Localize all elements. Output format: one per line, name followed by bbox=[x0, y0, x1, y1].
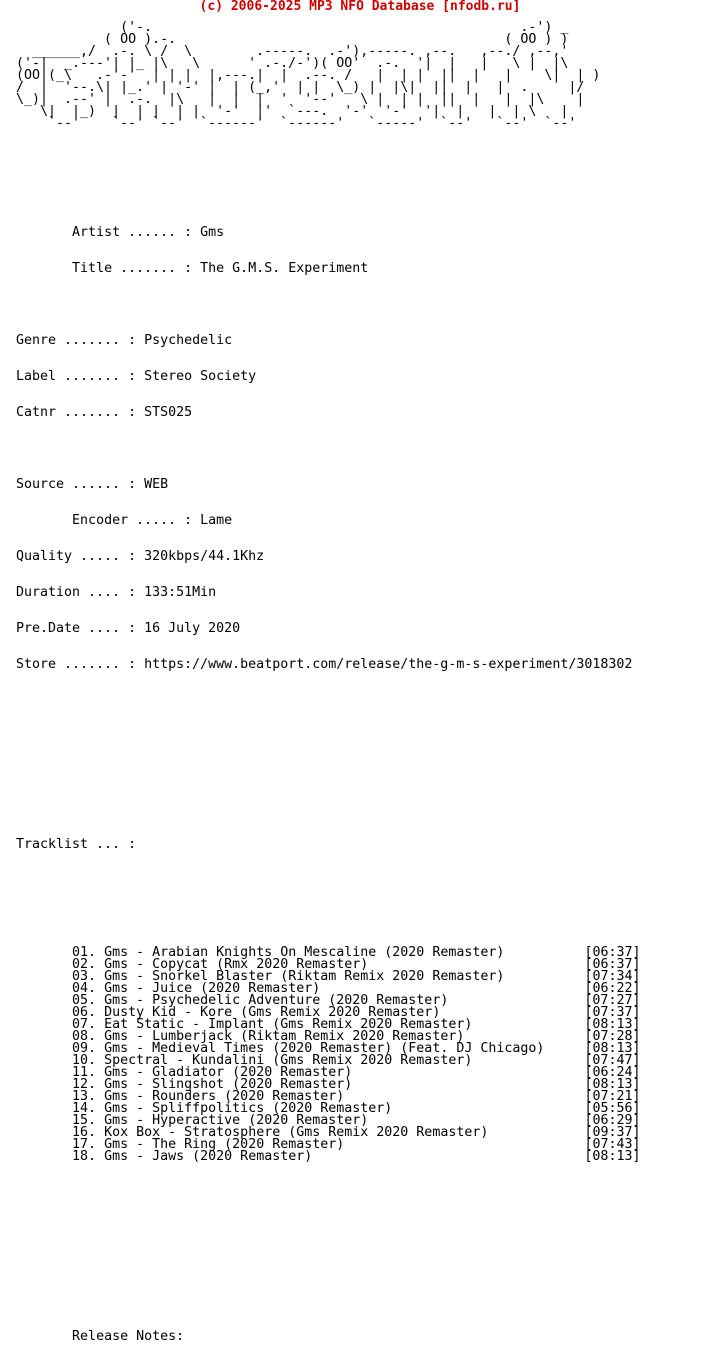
track-title: Gms - Hyperactive (2020 Remaster) bbox=[104, 1113, 369, 1128]
track-title: Gms - Juice (2020 Remaster) bbox=[104, 981, 321, 996]
label-label: Label ....... : bbox=[16, 369, 137, 384]
predate-value: 16 July 2020 bbox=[144, 621, 241, 636]
track-title: Gms - Slingshot (2020 Remaster) bbox=[104, 1077, 353, 1092]
track-number: 14. bbox=[72, 1101, 97, 1116]
artist-value: Gms bbox=[200, 225, 225, 240]
track-number: 11. bbox=[72, 1065, 97, 1080]
artist-line bbox=[16, 227, 640, 239]
blank-line bbox=[16, 191, 640, 203]
track-duration: [07:47] bbox=[584, 1053, 641, 1068]
track-duration: [08:13] bbox=[584, 1077, 641, 1092]
track-title: Eat Static - Implant (Gms Remix 2020 Remaster) bbox=[104, 1017, 473, 1032]
duration-value: 133:51Min bbox=[144, 585, 217, 600]
track-duration: [08:13] bbox=[584, 1149, 641, 1164]
track-title: Gms - Spliffpolitics (2020 Remaster) bbox=[104, 1101, 393, 1116]
track-title: Spectral - Kundalini (Gms Remix 2020 Remaster) bbox=[104, 1053, 473, 1068]
encoder-value: Lame bbox=[200, 513, 233, 528]
track-number: 05. bbox=[72, 993, 97, 1008]
track-number: 15. bbox=[72, 1113, 97, 1128]
blank-line bbox=[16, 695, 640, 707]
store-label: Store ....... : bbox=[16, 657, 137, 672]
encoder-label: Encoder ..... : bbox=[72, 513, 193, 528]
track-duration: [06:37] bbox=[584, 945, 641, 960]
track-duration: [07:21] bbox=[584, 1089, 641, 1104]
blank-line bbox=[16, 767, 640, 779]
label-line bbox=[16, 371, 640, 383]
track-title: Gms - Arabian Knights On Mescaline (2020 Remaster) bbox=[104, 945, 505, 960]
logo-line: ('-| _.---'| |_ |\ \ ' .-./-')( OO' .-. '| | | \ | |\ bbox=[16, 56, 569, 71]
blank-line bbox=[16, 911, 640, 923]
quality-label: Quality ..... : bbox=[16, 549, 137, 564]
track-duration: [06:22] bbox=[584, 981, 641, 996]
predate-line bbox=[16, 623, 640, 635]
track-list bbox=[16, 947, 640, 1163]
track-number: 06. bbox=[72, 1005, 97, 1020]
track-number: 13. bbox=[72, 1089, 97, 1104]
logo-line: ('-. .-') _ bbox=[16, 20, 569, 35]
track-number: 03. bbox=[72, 969, 97, 984]
label-value: Stereo Society bbox=[144, 369, 257, 384]
release-notes-heading bbox=[16, 1331, 640, 1343]
predate-label: Pre.Date .... : bbox=[16, 621, 137, 636]
track-number: 07. bbox=[72, 1017, 97, 1032]
track-duration: [08:13] bbox=[584, 1017, 641, 1032]
track-duration: [06:37] bbox=[584, 957, 641, 972]
genre-line bbox=[16, 335, 640, 347]
blank-line bbox=[16, 299, 640, 311]
track-title: Gms - Jaws (2020 Remaster) bbox=[104, 1149, 313, 1164]
blank-line bbox=[16, 731, 640, 743]
track-number: 09. bbox=[72, 1041, 97, 1056]
track-title: Gms - Psychedelic Adventure (2020 Remaster) bbox=[104, 993, 449, 1008]
track-number: 18. bbox=[72, 1149, 97, 1164]
track-duration: [06:29] bbox=[584, 1113, 641, 1128]
logo-line: ______,/ .-. \ / \ .-----. .-'),-----. ,--. ,--./ ,--,' bbox=[16, 44, 569, 59]
blank-line bbox=[16, 803, 640, 815]
track-number: 16. bbox=[72, 1125, 97, 1140]
title-label: Title ....... : bbox=[72, 261, 193, 276]
store-value: https://www.beatport.com/release/the-g-m-s-experiment/3018302 bbox=[144, 657, 633, 672]
track-number: 10. bbox=[72, 1053, 97, 1068]
track-duration: [09:37] bbox=[584, 1125, 641, 1140]
track-title: Gms - Gladiator (2020 Remaster) bbox=[104, 1065, 353, 1080]
logo-line: \_)| .--' | .-. |\ | | | ' '--' \ | | | || | | |\ | bbox=[16, 92, 585, 107]
blank-line bbox=[16, 1223, 640, 1235]
track-number: 02. bbox=[72, 957, 97, 972]
logo-line: `--' `--' `--' `------' `------' `-----' `--' `--' `--' bbox=[16, 116, 577, 131]
encoder-line bbox=[16, 515, 640, 527]
quality-value: 320kbps/44.1Khz bbox=[144, 549, 265, 564]
ascii-art-logo bbox=[16, 22, 600, 130]
track-duration: [08:13] bbox=[584, 1041, 641, 1056]
track-number: 12. bbox=[72, 1077, 97, 1092]
catnr-line bbox=[16, 407, 640, 419]
release-notes-label: Release Notes: bbox=[72, 1329, 185, 1344]
source-line bbox=[16, 479, 640, 491]
store-line bbox=[16, 659, 640, 671]
tracklist-heading: Tracklist ... : bbox=[16, 837, 137, 852]
logo-line: (OO|(_\ .-'-' | | | |,---.| | .--. / | | | || | | \| | ) bbox=[16, 68, 601, 83]
track-duration: [05:56] bbox=[584, 1101, 641, 1116]
track-number: 08. bbox=[72, 1029, 97, 1044]
catnr-label: Catnr ....... : bbox=[16, 405, 137, 420]
quality-line bbox=[16, 551, 640, 563]
title-line bbox=[16, 263, 640, 275]
track-title: Kox Box - Stratosphere (Gms Remix 2020 Remaster) bbox=[104, 1125, 489, 1140]
track-title: Gms - Medieval Times (2020 Remaster) (Feat. DJ Chicago) bbox=[104, 1041, 545, 1056]
track-title: Gms - Snorkel Blaster (Riktam Remix 2020 Remaster) bbox=[104, 969, 505, 984]
genre-value: Psychedelic bbox=[144, 333, 233, 348]
source-label: Source ...... : bbox=[16, 477, 137, 492]
nfo-body bbox=[16, 167, 640, 1355]
track-duration: [07:28] bbox=[584, 1029, 641, 1044]
artist-label: Artist ...... : bbox=[72, 225, 193, 240]
track-duration: [07:37] bbox=[584, 1005, 641, 1020]
blank-line bbox=[16, 1259, 640, 1271]
track-number: 04. bbox=[72, 981, 97, 996]
track-duration: [07:27] bbox=[584, 993, 641, 1008]
logo-line: / | '--.\| |_.' | '-' | | (_,' | | \_) | |\| || | | . |/ bbox=[16, 80, 585, 95]
title-value: The G.M.S. Experiment bbox=[200, 261, 369, 276]
track-title: Gms - Rounders (2020 Remaster) bbox=[104, 1089, 345, 1104]
logo-line: \| |_) | | | | | '-' |' `---. '-' '-' '| | | | \ | bbox=[16, 104, 569, 119]
duration-label: Duration .... : bbox=[16, 585, 137, 600]
catnr-value: STS025 bbox=[144, 405, 193, 420]
blank-line bbox=[16, 1295, 640, 1307]
track-number: 01. bbox=[72, 945, 97, 960]
logo-line: ( OO ).-. ( OO ) ) bbox=[16, 32, 569, 47]
source-value: WEB bbox=[144, 477, 169, 492]
track-title: Gms - The Ring (2020 Remaster) bbox=[104, 1137, 345, 1152]
genre-label: Genre ....... : bbox=[16, 333, 137, 348]
track-duration: [07:34] bbox=[584, 969, 641, 984]
blank-line bbox=[16, 1187, 640, 1199]
nfo-copyright-header: (c) 2006-2025 MP3 NFO Database [nfodb.ru] bbox=[199, 0, 521, 14]
duration-line bbox=[16, 587, 640, 599]
blank-line bbox=[16, 443, 640, 455]
track-duration: [06:24] bbox=[584, 1065, 641, 1080]
track-number: 17. bbox=[72, 1137, 97, 1152]
track-row bbox=[16, 1151, 640, 1163]
track-title: Dusty Kid - Kore (Gms Remix 2020 Remaster) bbox=[104, 1005, 441, 1020]
track-title: Gms - Copycat (Rmx 2020 Remaster) bbox=[104, 957, 369, 972]
track-duration: [07:43] bbox=[584, 1137, 641, 1152]
blank-line bbox=[16, 875, 640, 887]
track-title: Gms - Lumberjack (Riktam Remix 2020 Remaster) bbox=[104, 1029, 465, 1044]
